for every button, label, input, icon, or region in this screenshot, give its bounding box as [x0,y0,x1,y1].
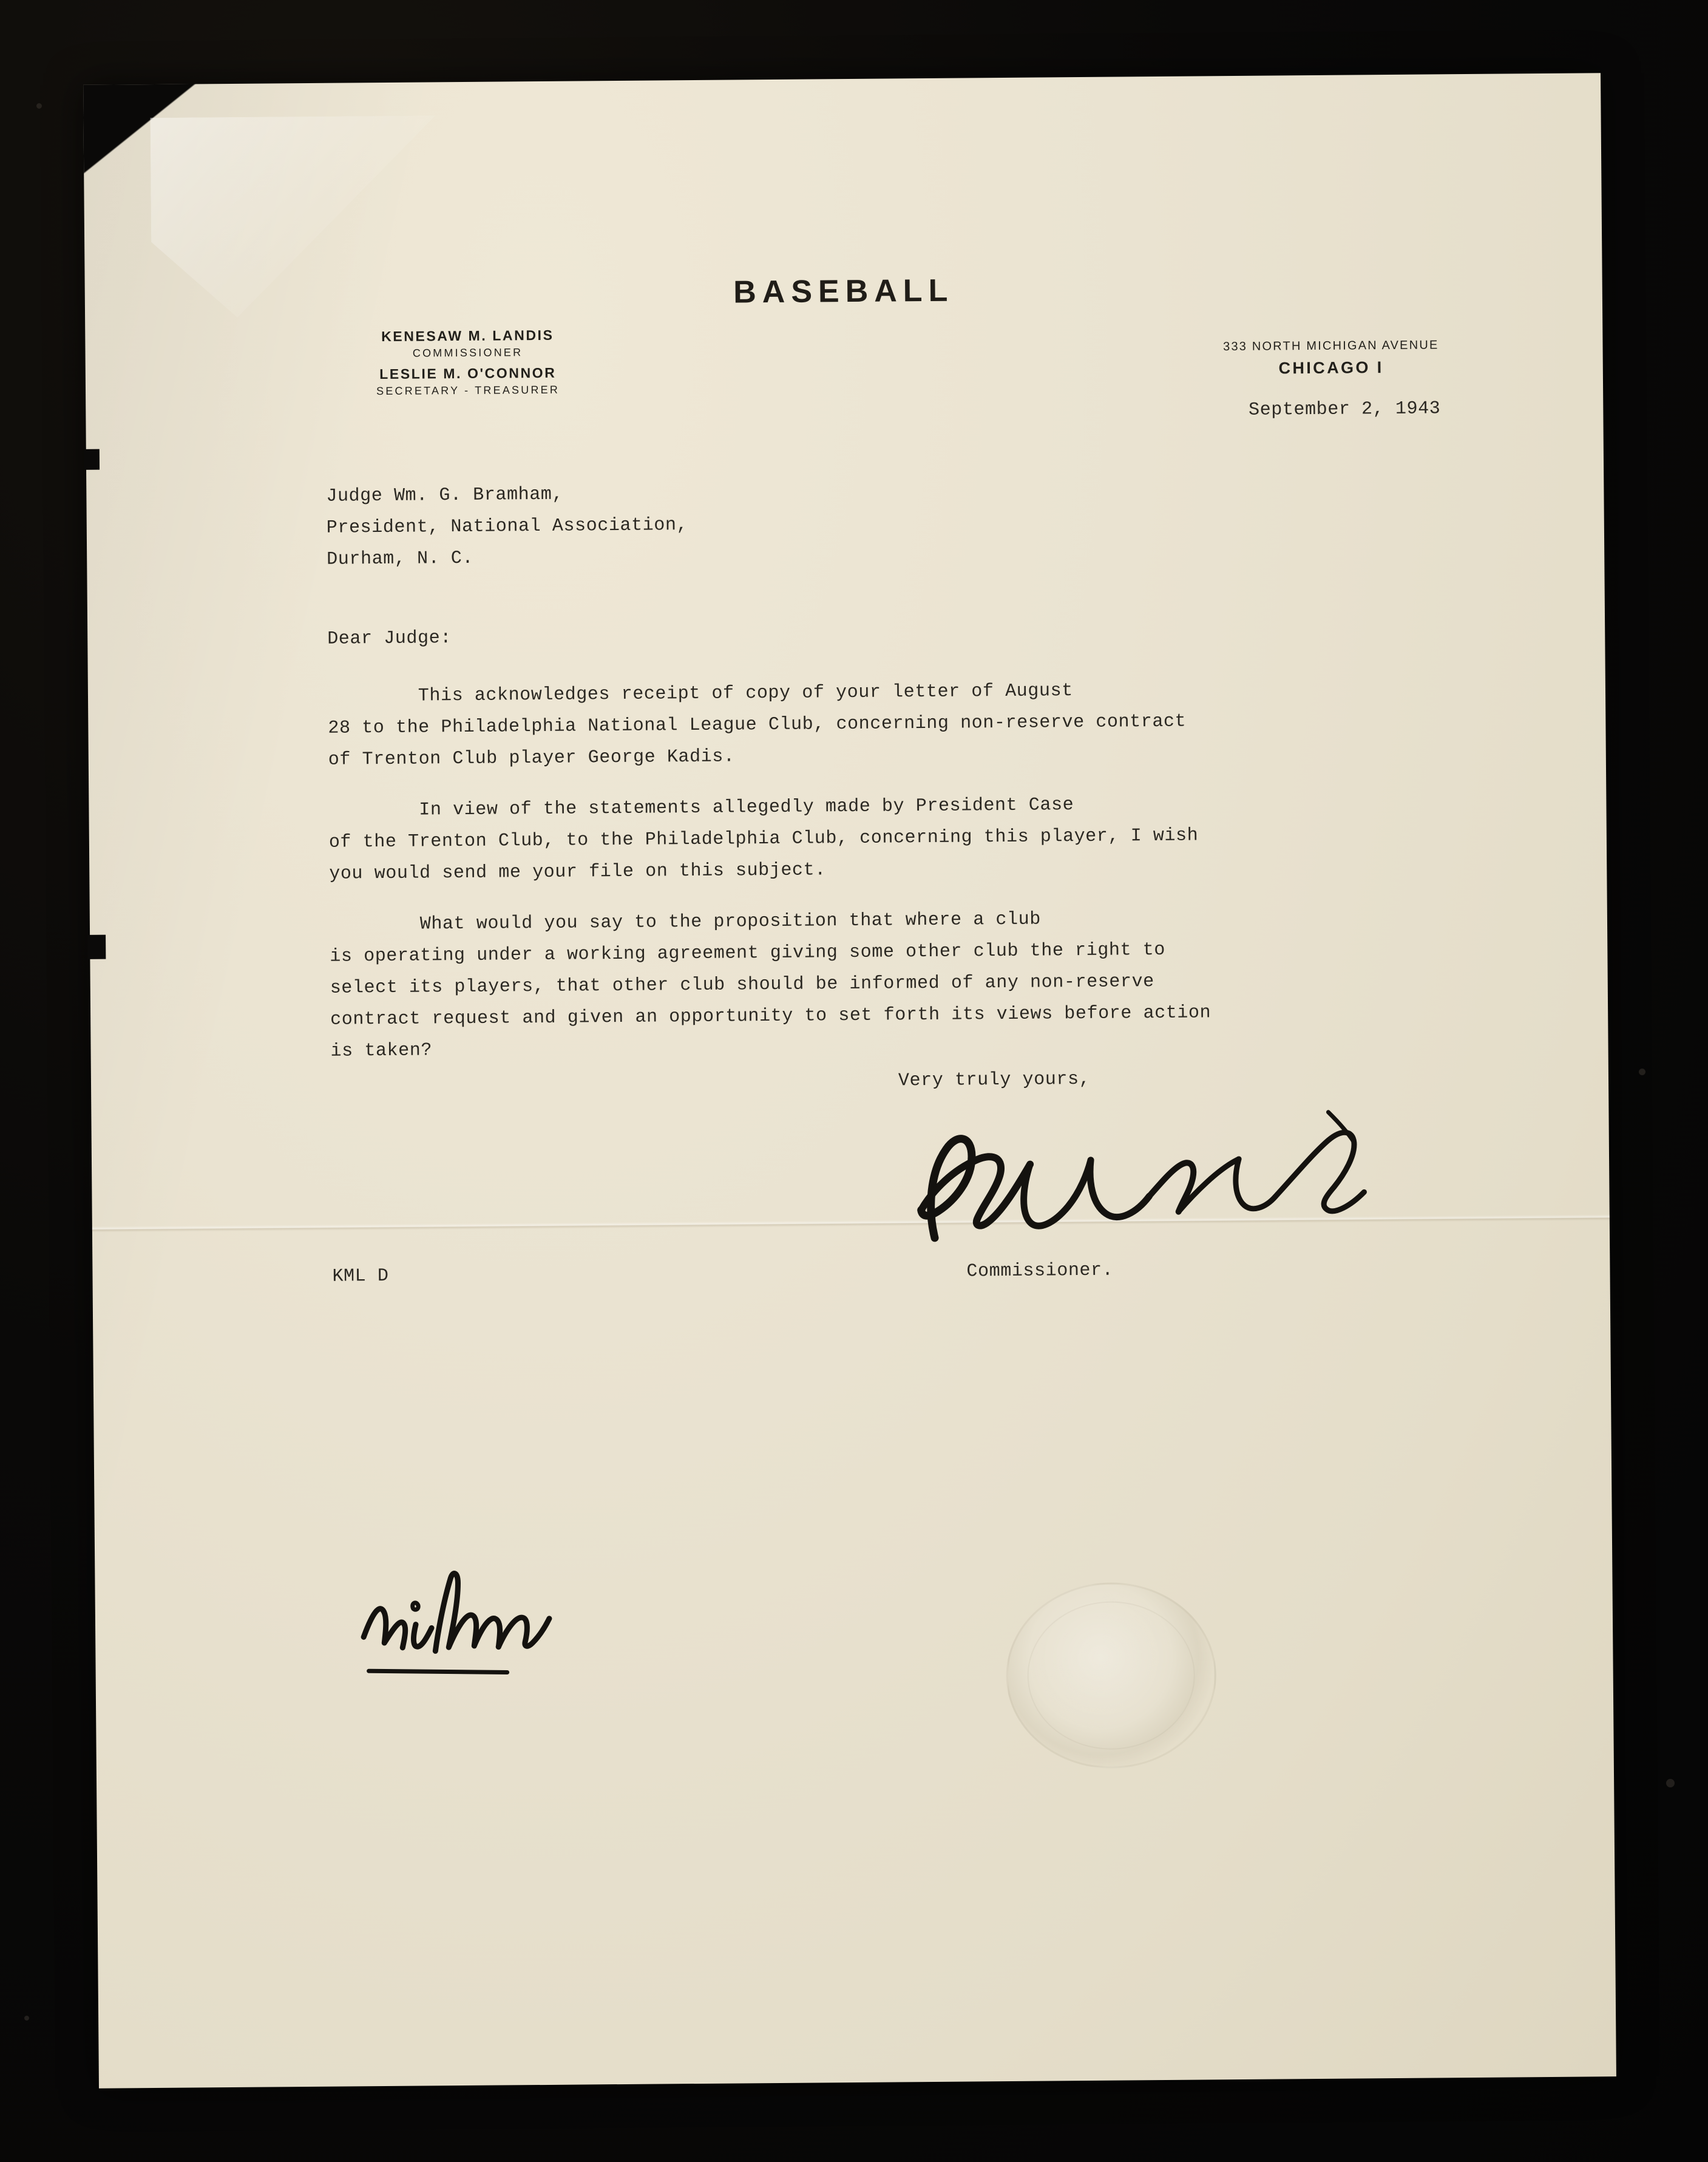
letter-body [328,672,1466,1087]
paper-fold-line [92,1214,1610,1232]
letterhead-officers-block [255,326,680,404]
recipient-line-1: Judge Wm. G. Bramham, [326,484,564,507]
recipient-address [326,478,688,576]
background-speck [1639,1069,1645,1075]
background-speck [1666,1779,1675,1787]
paper-edge-nick [84,449,100,470]
commissioner-name: KENESAW M. LANDIS [381,327,554,345]
recipient-line-2: President, National Association, [326,515,688,539]
secretary-name: LESLIE M. O'CONNOR [379,364,557,382]
background-speck [24,2016,29,2021]
secretary-role: SECRETARY - TREASURER [376,383,560,398]
recipient-line-3: Durham, N. C. [327,548,474,570]
background-speck [36,103,42,109]
city-line: CHICAGO I [1278,358,1384,378]
body-paragraph: This acknowledges receipt of copy of your letter of August 28 to the Philadelphia National League Club, concerning non-reserve contract of Trenton Club player George Kadis. [327,681,1187,770]
commissioner-role: COMMISSIONER [412,346,523,359]
letter-paper [83,73,1616,2089]
body-paragraph: What would you say to the proposition that where a club is operating under a working agreement giving some other club the right to select its players, that other club should be informed of any non-reserve contract request and given an opportunity to set forth its views before action is taken? [329,909,1212,1062]
letterhead-address-block [1223,338,1439,378]
paper-edge-nick [87,935,106,959]
body-paragraph: In view of the statements allegedly made by President Case of the Trenton Club, to the Philadelphia Club, concerning this player, I wish you would send me your file on this subject. [328,795,1199,885]
signature-title: Commissioner. [966,1260,1114,1282]
commissioner-signature [874,1094,1434,1262]
salutation: Dear Judge: [327,628,452,650]
embossed-seal [1006,1582,1217,1769]
typist-initials: KML D [332,1265,389,1287]
street-address: 333 NORTH MICHIGAN AVENUE [1222,338,1439,354]
letterhead-title: BASEBALL [733,273,954,310]
closing-line: Very truly yours, [898,1069,1091,1092]
airmail-annotation [350,1550,606,1710]
paper-corner-tear [83,84,199,175]
letter-date: September 2, 1943 [1248,398,1441,421]
